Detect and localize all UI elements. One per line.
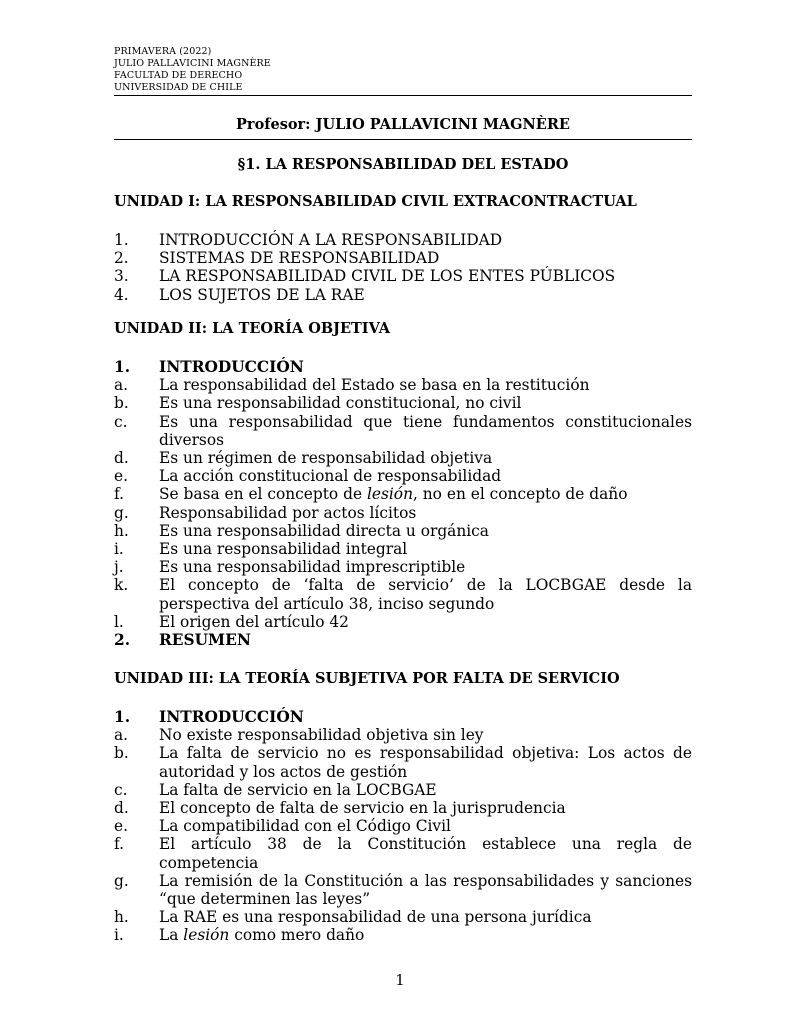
item-label: e. — [114, 467, 129, 486]
item-label: h. — [114, 908, 129, 927]
section-title: §1. LA RESPONSABILIDAD DEL ESTADO — [237, 156, 569, 173]
item-text: INTRODUCCIÓN A LA RESPONSABILIDAD — [159, 231, 503, 249]
list-item — [114, 744, 692, 780]
item-label: d. — [114, 799, 129, 818]
item-text: La compatibilidad con el Código Civil — [159, 817, 451, 836]
item-text-before: La — [159, 926, 184, 945]
item-label: c. — [114, 412, 128, 431]
header-line: JULIO PALLAVICINI MAGNÈRE — [114, 58, 271, 69]
list-heading — [114, 358, 692, 376]
item-text: La remisión de la Constitución a las responsabilidades y sanciones “que determinen las leyes” — [159, 871, 692, 909]
list-item — [114, 286, 692, 304]
page-number: 1 — [395, 971, 405, 989]
item-text: La responsabilidad del Estado se basa en la restitución — [159, 376, 590, 395]
item-text-emphasis: lesión — [183, 926, 230, 945]
item-text: Es una responsabilidad imprescriptible — [159, 558, 466, 577]
item-text: INTRODUCCIÓN — [159, 358, 304, 376]
item-label: f. — [114, 485, 125, 504]
item-label: 2. — [114, 249, 129, 268]
item-label: d. — [114, 449, 129, 468]
list-item — [114, 576, 692, 612]
list-heading — [114, 708, 692, 726]
item-text: No existe responsabilidad objetiva sin ley — [159, 726, 484, 745]
item-text: Es una responsabilidad directa u orgánica — [159, 521, 489, 540]
list-item — [114, 908, 692, 926]
unit-2 — [114, 320, 692, 649]
header-line: UNIVERSIDAD DE CHILE — [114, 82, 243, 93]
list-item — [114, 799, 692, 817]
list-item — [114, 413, 692, 449]
item-label: 4. — [114, 285, 129, 304]
item-label: c. — [114, 780, 128, 799]
unit-3 — [114, 670, 692, 945]
list-item — [114, 926, 692, 944]
list-item — [114, 449, 692, 467]
professor-line: Profesor: JULIO PALLAVICINI MAGNÈRE — [114, 116, 692, 140]
item-label: j. — [114, 558, 124, 577]
unit-1-title: UNIDAD I: LA RESPONSABILIDAD CIVIL EXTRACONTRACTUAL — [114, 193, 637, 210]
item-text: La acción constitucional de responsabilidad — [159, 467, 502, 486]
list-item — [114, 504, 692, 522]
item-label: 1. — [114, 358, 131, 376]
unit-3-list — [114, 708, 692, 945]
item-text-after: , no en el concepto de daño — [412, 485, 628, 504]
item-label: g. — [114, 871, 129, 890]
item-text-before: Se basa en el concepto de — [159, 485, 367, 504]
list-item — [114, 872, 692, 908]
header-line: PRIMAVERA (2022) — [114, 46, 212, 57]
unit-3-title: UNIDAD III: LA TEORÍA SUBJETIVA POR FALTA DE SERVICIO — [114, 670, 620, 687]
item-text: RESUMEN — [159, 631, 251, 650]
item-text: Responsabilidad por actos lícitos — [159, 503, 417, 522]
item-text-emphasis: lesión — [366, 485, 413, 504]
item-text: LOS SUJETOS DE LA RAE — [159, 285, 365, 304]
item-text: El artículo 38 de la Constitución establece una regla de competencia — [159, 835, 692, 872]
item-label: 1. — [114, 231, 129, 249]
document-header — [114, 46, 692, 96]
unit-1 — [114, 193, 692, 304]
item-text: El concepto de falta de servicio en la jurisprudencia — [159, 799, 566, 818]
list-heading — [114, 631, 692, 649]
item-text: La falta de servicio en la LOCBGAE — [159, 780, 437, 799]
item-label: i. — [114, 926, 124, 945]
item-label: b. — [114, 394, 129, 413]
item-text: El concepto de ‘falta de servicio’ de la LOCBGAE desde la perspectiva del artículo 38, inciso segundo — [159, 576, 692, 613]
list-item — [114, 835, 692, 871]
unit-2-title: UNIDAD II: LA TEORÍA OBJETIVA — [114, 320, 390, 337]
list-item — [114, 467, 692, 485]
item-text: LA RESPONSABILIDAD CIVIL DE LOS ENTES PÚBLICOS — [159, 267, 616, 286]
header-line: FACULTAD DE DERECHO — [114, 70, 243, 81]
item-label: e. — [114, 817, 129, 836]
list-item — [114, 249, 692, 267]
unit-1-list — [114, 231, 692, 304]
item-label: 2. — [114, 631, 131, 650]
item-label: a. — [114, 376, 129, 395]
list-item — [114, 558, 692, 576]
item-label: 3. — [114, 267, 129, 286]
item-label: 1. — [114, 708, 131, 726]
item-text-after: como mero daño — [229, 926, 365, 945]
item-label: g. — [114, 503, 129, 522]
list-item — [114, 267, 692, 285]
list-item — [114, 817, 692, 835]
item-text: SISTEMAS DE RESPONSABILIDAD — [159, 249, 440, 268]
item-label: h. — [114, 521, 129, 540]
item-label: k. — [114, 576, 129, 595]
item-text: Es un régimen de responsabilidad objetiva — [159, 449, 493, 468]
list-item — [114, 726, 692, 744]
list-item — [114, 485, 692, 503]
item-text: Es una responsabilidad constitucional, no civil — [159, 394, 522, 413]
list-item — [114, 231, 692, 249]
item-text: INTRODUCCIÓN — [159, 708, 304, 726]
list-item — [114, 394, 692, 412]
list-item — [114, 376, 692, 394]
item-label: l. — [114, 612, 124, 631]
item-text: La falta de servicio no es responsabilidad objetiva: Los actos de autoridad y los actos de gestión — [159, 744, 692, 781]
item-text: La RAE es una responsabilidad de una persona jurídica — [159, 908, 592, 927]
list-item — [114, 613, 692, 631]
list-item — [114, 781, 692, 799]
item-text: Es una responsabilidad integral — [159, 540, 408, 559]
item-text: El origen del artículo 42 — [159, 612, 349, 631]
item-label: b. — [114, 744, 129, 763]
item-text: Es una responsabilidad que tiene fundamentos constitucionales diversos — [159, 412, 692, 449]
item-label: a. — [114, 726, 129, 745]
item-label: i. — [114, 540, 124, 559]
list-item — [114, 522, 692, 540]
unit-2-list — [114, 358, 692, 649]
item-label: f. — [114, 835, 125, 854]
list-item — [114, 540, 692, 558]
